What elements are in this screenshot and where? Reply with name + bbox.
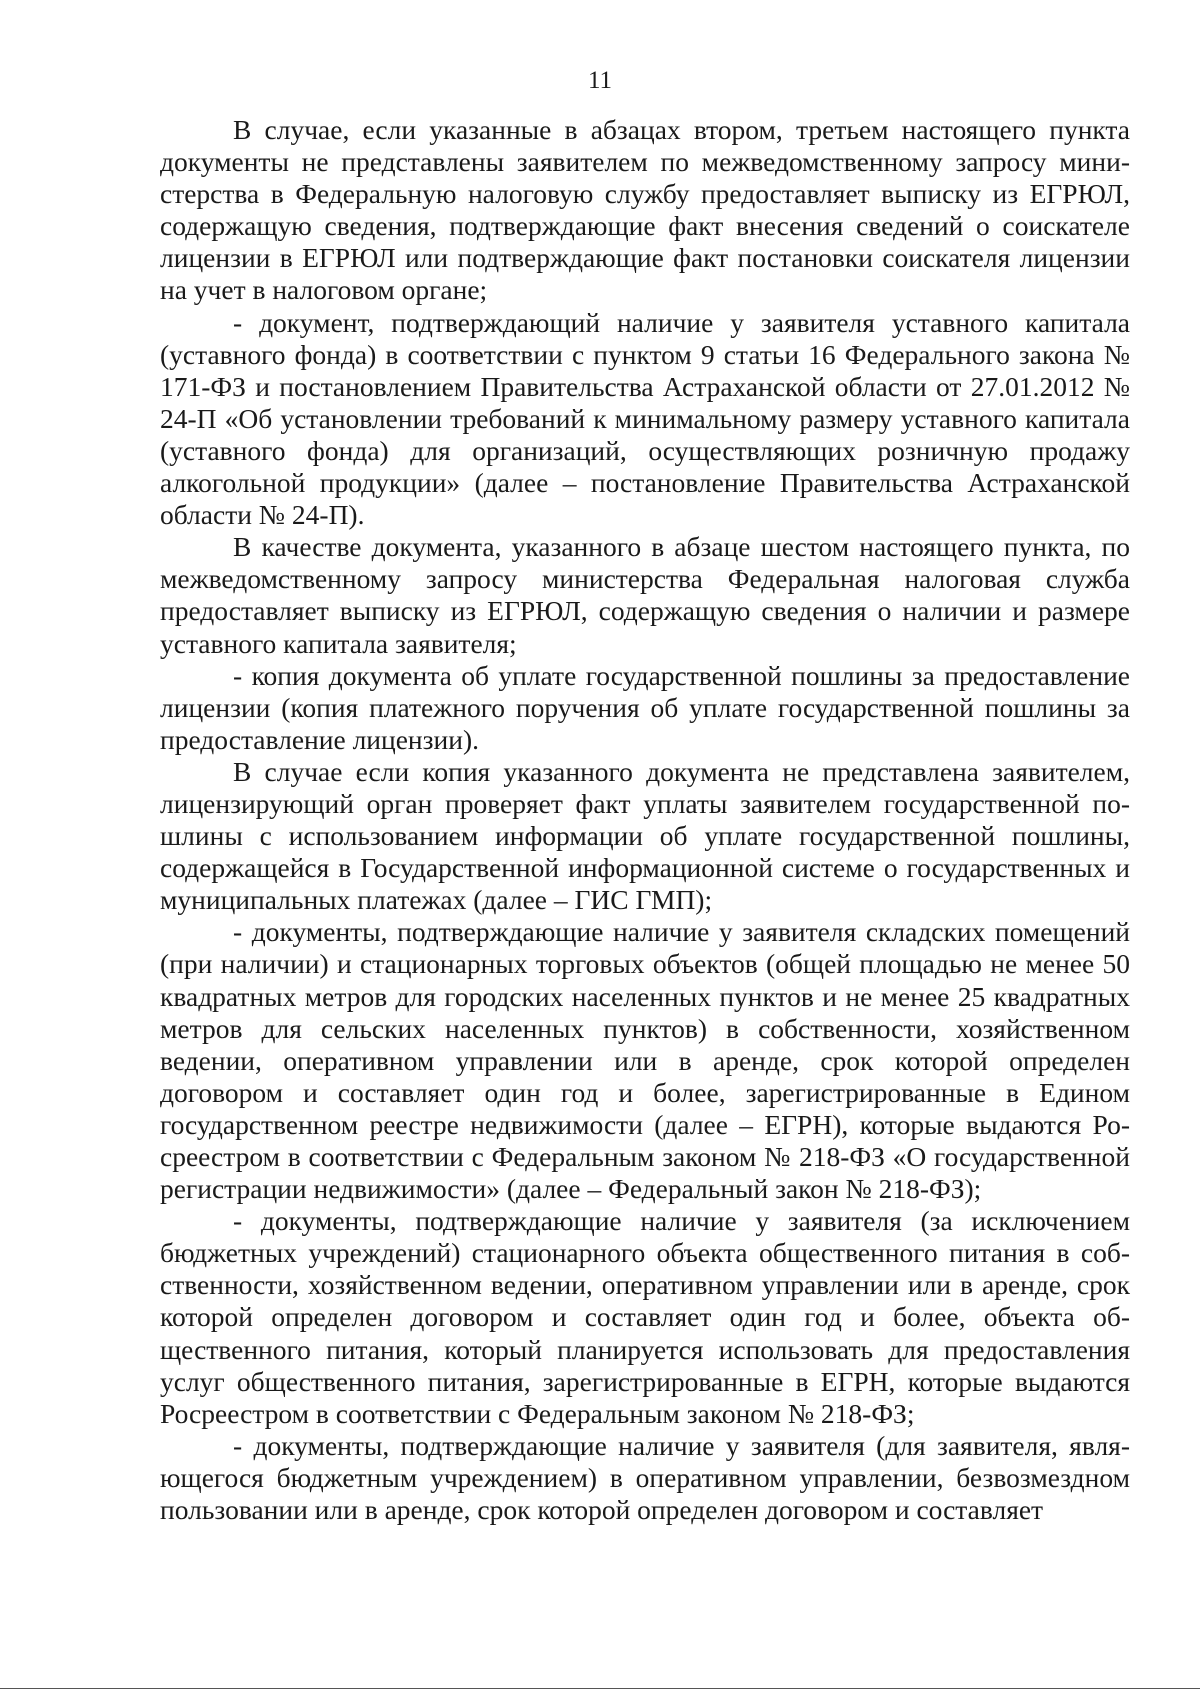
scan-edge-divider <box>0 1688 1200 1689</box>
paragraph-charter-capital-request: В качестве документа, указанного в абзаце шестом настоящего пункта, по межведомственному запросу министерства Федеральная налоговая служба предоставляет выписку из ЕГРЮЛ, содержащую сведения о наличии и размере уставного капитала заявителя; <box>160 531 1130 659</box>
document-body <box>160 114 1130 1526</box>
page-number: 11 <box>587 67 613 94</box>
paragraph-budget-institution-documents: - документы, подтверждающие наличие у заявителя (для заявителя, являющегося бюджетным учреждением) в оперативном управлении, безвозмездном пользовании или в аренде, срок которой определен договором и составляет <box>160 1429 1130 1526</box>
paragraph-warehouse-documents: - документы, подтверждающие наличие у заявителя складских помещений (при наличии) и стационарных торговых объектов (общей площадью не менее 50 квадратных метров для городских населенных пунктов и не менее 25 квадратных метров для сельских населенных пунктов) в собственности, хозяйственном ведении, оперативном управлении или в аренде, срок которой определен договором и составляет один год и более, зарегистрированные в Едином государственном реестре недвижимости (далее – ЕГРН), которые выдаются Росреестром в соответствии с Федеральным законом № 218-ФЗ «О государственной регистрации недвижимости» (далее – Федеральный закон № 218-ФЗ); <box>160 916 1130 1205</box>
paragraph-catering-documents: - документы, подтверждающие наличие у заявителя (за исключением бюджетных учреждений) стационарного объекта общественного питания в собственности, хозяйственном ведении, оперативном управлении или в аренде, срок которой определен договором и составляет один год и более, объекта общественного питания, который планируется использовать для предоставления услуг общественного питания, зарегистрированные в ЕГРН, которые выдаются Росреестром в соответствии с Федеральным законом № 218-ФЗ; <box>160 1205 1130 1429</box>
paragraph-egrul-request: В случае, если указанные в абзацах втором, третьем настоящего пункта документы не представлены заявителем по межведомственному запросу министерства в Федеральную налоговую службу предоставляет выписку из ЕГРЮЛ, содержащую сведения, подтверждающие факт внесения сведений о соискателе лицензии в ЕГРЮЛ или подтверждающие факт постановки соискателя лицензии на учет в налоговом органе; <box>160 114 1130 306</box>
paragraph-charter-capital-document: - документ, подтверждающий наличие у заявителя уставного капитала (уставного фонда) в соответствии с пунктом 9 статьи 16 Федерального закона № 171-ФЗ и постановлением Правительства Астраханской области от 27.01.2012 № 24-П «Об установлении требований к минимальному размеру уставного капитала (уставного фонда) для организаций, осуществляющих розничную продажу алкогольной продукции» (далее – постановление Правительства Астраханской области № 24-П). <box>160 306 1130 531</box>
paragraph-state-duty-copy: - копия документа об уплате государственной пошлины за предоставление лицензии (копия платежного поручения об уплате государственной пошлины за предоставление лицензии). <box>160 659 1130 755</box>
paragraph-state-duty-check: В случае если копия указанного документа не представлена заявителем, лицензирующий орган проверяет факт уплаты заявителем государственной пошлины с использованием информации об уплате государственной пошлины, содержащейся в Государственной информационной системе о государственных и муниципальных платежах (далее – ГИС ГМП); <box>160 755 1130 916</box>
